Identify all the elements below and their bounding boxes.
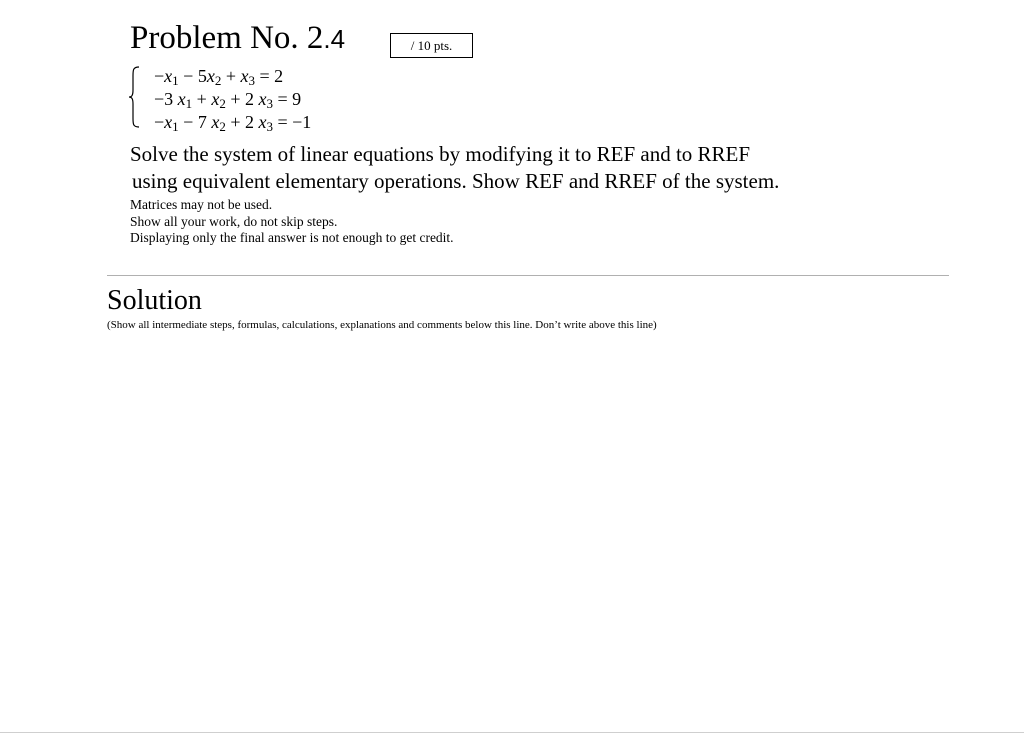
problem-title-main: Problem No. 2 <box>130 20 324 56</box>
equation-1-rhs: 2 <box>274 66 284 86</box>
instructions-line-2: using equivalent elementary operations. Show REF and RREF of the system. <box>132 169 780 193</box>
note-item: Displaying only the final answer is not enough to get credit. <box>130 230 454 245</box>
equation-3: $-x_1 - 7$ $x_2 + 2$ $x_3 = -1$ <box>154 112 312 134</box>
equation-2-rhs: 9 <box>292 89 302 109</box>
page-bottom-edge <box>0 732 1024 733</box>
problem-title <box>130 18 345 59</box>
instructions-line-1: Solve the system of linear equations by modifying it to REF and to RREF <box>130 142 751 166</box>
equation-2: −3 $x_1 + x_2 + 2$ $x_3 = 9$ <box>154 89 302 111</box>
points-label: / 10 pts. <box>410 38 453 53</box>
equation-1: $-x_1 - 5x_2 + x_3 = 2$ <box>154 66 284 88</box>
solution-title: Solution <box>107 285 202 316</box>
solution-subtitle: (Show all intermediate steps, formulas, calculations, explanations and comments below this line. Don’t write above this line) <box>107 319 657 331</box>
divider <box>107 275 949 276</box>
equation-3-rhs: −1 <box>292 112 312 132</box>
system-brace-icon <box>128 66 140 128</box>
instructions <box>130 141 779 195</box>
note-item: Matrices may not be used. <box>130 197 273 212</box>
note-item: Show all your work, do not skip steps. <box>130 213 338 229</box>
notes <box>130 197 454 247</box>
points-box[interactable] <box>390 33 473 58</box>
problem-title-suffix: .4 <box>323 24 346 54</box>
